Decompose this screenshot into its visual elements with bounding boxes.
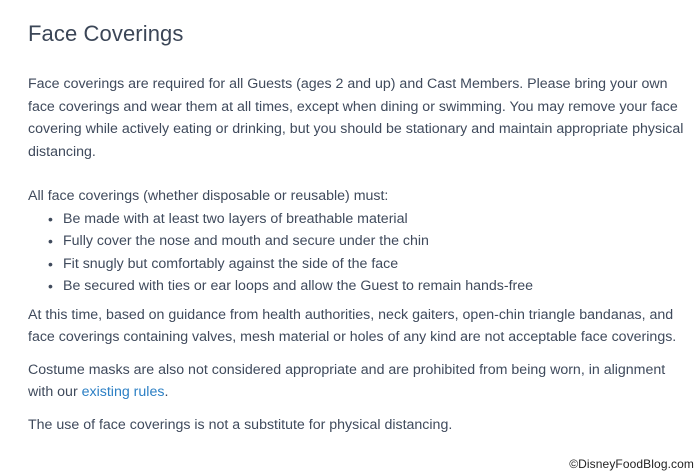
list-intro: All face coverings (whether disposable or reusable) must: — [28, 188, 389, 204]
face-coverings-section — [28, 20, 688, 436]
unacceptable-coverings-paragraph: At this time, based on guidance from health authorities, neck gaiters, open-chin triangle bandanas, and face coverings containing valves, mesh material or holes of any kind are not acceptable face coverings. — [28, 306, 677, 345]
list-item — [48, 230, 688, 253]
list-item-text: Fully cover the nose and mouth and secure under the chin — [63, 233, 429, 249]
bullet-icon: • — [48, 255, 53, 272]
existing-rules-link[interactable]: existing rules — [81, 384, 165, 400]
requirements-list — [28, 208, 688, 298]
costume-masks-text: Costume masks are also not considered appropriate and are prohibited from being worn, in alignment with our — [28, 361, 666, 400]
list-item-text: Fit snugly but comfortably against the side of the face — [63, 255, 399, 272]
distancing-paragraph: The use of face coverings is not a substitute for physical distancing. — [28, 416, 453, 433]
bullet-icon: • — [48, 210, 53, 227]
list-item-text: Be made with at least two layers of breathable material — [63, 210, 408, 227]
list-item-text: Be secured with ties or ear loops and allow the Guest to remain hands-free — [63, 278, 534, 294]
bullet-icon: • — [48, 233, 53, 249]
watermark: ©DisneyFoodBlog.com — [569, 457, 694, 471]
requirement-paragraph: Face coverings are required for all Guests (ages 2 and up) and Cast Members. Please bring your own face coverings and wear them at all times, except when dining or swimming. You may remove your face covering while actively eating or drinking, but you should be stationary and maintain appropriate physical distancing. — [28, 76, 684, 160]
bullet-icon: • — [48, 278, 53, 294]
page-title: Face Coverings — [28, 21, 184, 46]
costume-masks-paragraph — [28, 359, 688, 404]
list-item — [48, 208, 688, 231]
costume-masks-period: . — [164, 384, 169, 400]
list-item — [48, 253, 688, 276]
list-item — [48, 275, 688, 298]
